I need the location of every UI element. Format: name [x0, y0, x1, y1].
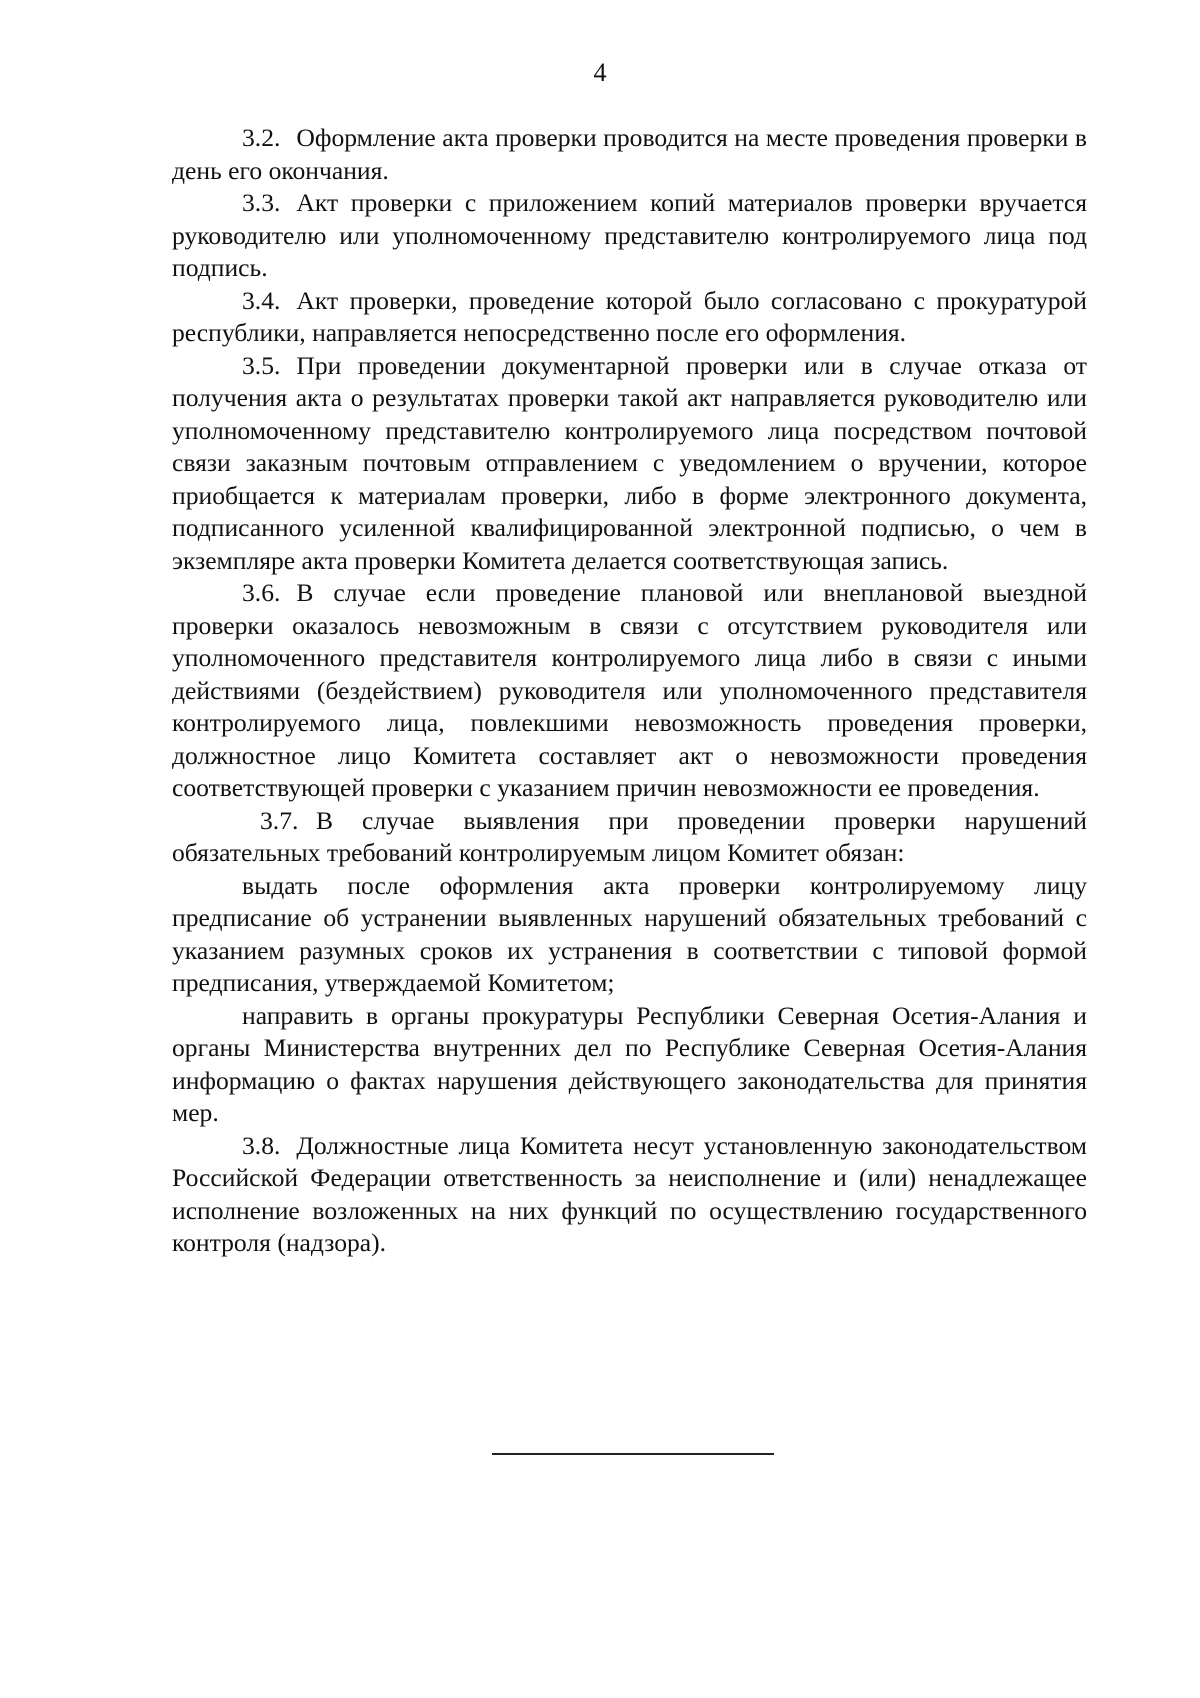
page-number: 4 [593, 58, 607, 87]
paragraph-3-7 [172, 805, 1087, 870]
paragraph-3-4 [172, 285, 1087, 350]
paragraph-number: 3.5. [242, 350, 281, 380]
paragraph-number: 3.7. [260, 805, 299, 835]
paragraph-number: 3.8. [242, 1130, 281, 1160]
paragraph-text: Оформление акта проверки проводится на месте проведения проверки в день его окончания. [172, 123, 1087, 185]
paragraph-text: Должностные лица Комитета несут установленную законодательством Российской Федерации ответственность за неисполнение и (или) ненадлежащее исполнение возложенных на них функций по осуществлению государственного контроля (надзора). [172, 1130, 1087, 1257]
closing-divider-line [492, 1453, 774, 1455]
paragraph-3-5 [172, 350, 1087, 578]
paragraph-number: 3.4. [242, 285, 281, 315]
paragraph-text: В случае выявления при проведении проверки нарушений обязательных требований контролируемым лицом Комитет обязан: [172, 805, 1087, 867]
paragraph-number: 3.2. [242, 123, 281, 152]
paragraph-3-6 [172, 577, 1087, 805]
paragraph-text: Акт проверки с приложением копий материалов проверки вручается руководителю или уполномоченному представителю контролируемого лица под подпись. [172, 188, 1087, 282]
paragraph-text: В случае если проведение плановой или внеплановой выездной проверки оказалось невозможным в связи с отсутствием руководителя или уполномоченного представителя контролируемого лица либо в связи с иными действиями (бездействием) руководителя или уполномоченного представителя контролируемого лица, повлекшими невозможность проведения проверки, должностное лицо Комитета составляет акт о невозможности проведения соответствующей проверки с указанием причин невозможности ее проведения. [172, 578, 1087, 802]
paragraph-3-7-item-1 [172, 870, 1087, 1000]
paragraph-3-7-item-2 [172, 1000, 1087, 1130]
paragraph-3-3 [172, 187, 1087, 285]
document-body [172, 122, 1087, 1260]
paragraph-number: 3.3. [242, 188, 281, 217]
paragraph-text: выдать после оформления акта проверки контролируемому лицу предписание об устранении выявленных нарушений обязательных требований с указанием разумных сроков их устранения в соответствии с типовой формой предписания, утверждаемой Комитетом; [172, 870, 1087, 997]
paragraph-text: Акт проверки, проведение которой было согласовано с прокуратурой республики, направляется непосредственно после его оформления. [172, 285, 1087, 347]
paragraph-3-2 [172, 122, 1087, 187]
paragraph-text: При проведении документарной проверки или в случае отказа от получения акта о результатах проверки такой акт направляется руководителю или уполномоченному представителю контролируемого лица посредством почтовой связи заказным почтовым отправлением с уведомлением о вручении, которое приобщается к материалам проверки, либо в форме электронного документа, подписанного усиленной квалифицированной электронной подписью, о чем в экземпляре акта проверки Комитета делается соответствующая запись. [172, 350, 1087, 575]
paragraph-number: 3.6. [242, 578, 281, 607]
paragraph-text: направить в органы прокуратуры Республики Северная Осетия-Алания и органы Министерства внутренних дел по Республике Северная Осетия-Алания информацию о фактах нарушения действующего законодательства для принятия мер. [172, 1000, 1087, 1127]
paragraph-3-8 [172, 1130, 1087, 1260]
